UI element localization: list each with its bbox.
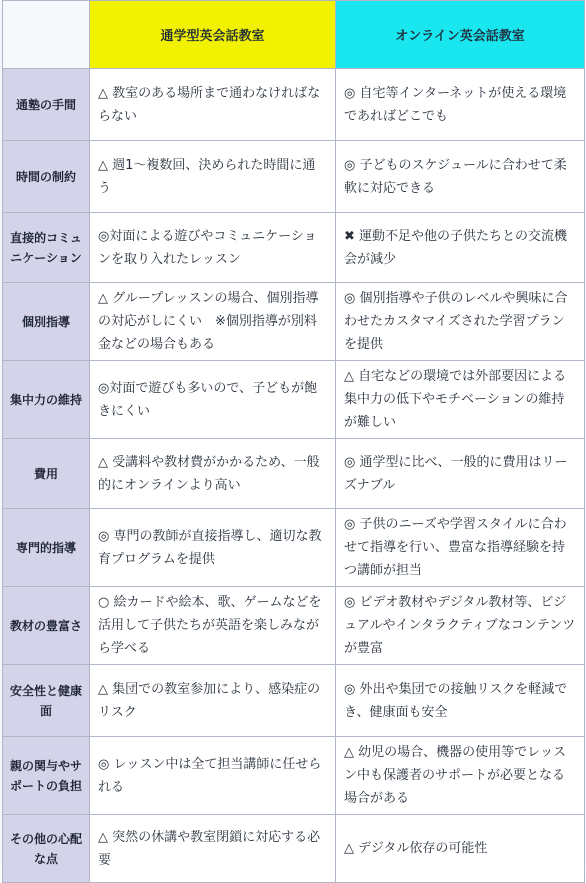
school-cell: △ グループレッスンの場合、個別指導の対応がしにくい ※個別指導が別料金などの場合もある — [90, 283, 336, 361]
online-cell: ◎ 自宅等インターネットが使える環境であればどこでも — [336, 69, 585, 141]
online-cell: ◎ 子供のニーズや学習スタイルに合わせて指導を行い、豊富な指導経験を持つ講師が担当 — [336, 509, 585, 587]
header-school: 通学型英会話教室 — [90, 1, 336, 69]
table-body — [3, 69, 585, 883]
online-cell: △ 自宅などの環境では外部要因による集中力の低下やモチベーションの維持が難しい — [336, 361, 585, 439]
table-row — [3, 439, 585, 509]
school-cell: △ 週1〜複数回、決められた時間に通う — [90, 141, 336, 213]
online-cell: ◎ 外出や集団での接触リスクを軽減でき、健康面も安全 — [336, 665, 585, 737]
row-label: 集中力の維持 — [3, 361, 90, 439]
comparison-table — [2, 0, 585, 883]
table-row — [3, 213, 585, 283]
row-label: 通塾の手間 — [3, 69, 90, 141]
row-label: 時間の制約 — [3, 141, 90, 213]
header-online: オンライン英会話教室 — [336, 1, 585, 69]
table-row — [3, 737, 585, 815]
table-row — [3, 587, 585, 665]
online-cell: ✖ 運動不足や他の子供たちとの交流機会が減少 — [336, 213, 585, 283]
table-row — [3, 509, 585, 587]
online-cell: ◎ 子どものスケジュールに合わせて柔軟に対応できる — [336, 141, 585, 213]
table-row — [3, 141, 585, 213]
online-cell: ◎ 通学型に比べ、一般的に費用はリーズナブル — [336, 439, 585, 509]
school-cell: ◎ 専門の教師が直接指導し、適切な教育プログラムを提供 — [90, 509, 336, 587]
table-row — [3, 815, 585, 883]
school-cell: ◎対面で遊びも多いので、子どもが飽きにくい — [90, 361, 336, 439]
school-cell: ◎対面による遊びやコミュニケーションを取り入れたレッスン — [90, 213, 336, 283]
row-label: 費用 — [3, 439, 90, 509]
row-label: 安全性と健康面 — [3, 665, 90, 737]
row-label: その他の心配な点 — [3, 815, 90, 883]
table-row — [3, 283, 585, 361]
online-cell: △ 幼児の場合、機器の使用等でレッスン中も保護者のサポートが必要となる場合がある — [336, 737, 585, 815]
online-cell: △ デジタル依存の可能性 — [336, 815, 585, 883]
row-label: 教材の豊富さ — [3, 587, 90, 665]
online-cell: ◎ ビデオ教材やデジタル教材等、ビジュアルやインタラクティブなコンテンツが豊富 — [336, 587, 585, 665]
row-label: 直接的コミュニケーション — [3, 213, 90, 283]
table-row — [3, 69, 585, 141]
table-row — [3, 665, 585, 737]
header-row — [3, 1, 585, 69]
school-cell: ◎ レッスン中は全て担当講師に任せられる — [90, 737, 336, 815]
school-cell: △ 教室のある場所まで通わなければならない — [90, 69, 336, 141]
row-label: 個別指導 — [3, 283, 90, 361]
school-cell: ○ 絵カードや絵本、歌、ゲームなどを活用して子供たちが英語を楽しみながら学べる — [90, 587, 336, 665]
table-row — [3, 361, 585, 439]
row-label: 専門的指導 — [3, 509, 90, 587]
row-label: 親の関与やサポートの負担 — [3, 737, 90, 815]
school-cell: △ 集団での教室参加により、感染症のリスク — [90, 665, 336, 737]
school-cell: △ 受講料や教材費がかかるため、一般的にオンラインより高い — [90, 439, 336, 509]
online-cell: ◎ 個別指導や子供のレベルや興味に合わせたカスタマイズされた学習プランを提供 — [336, 283, 585, 361]
school-cell: △ 突然の休講や教室閉鎖に対応する必要 — [90, 815, 336, 883]
corner-cell — [3, 1, 90, 69]
